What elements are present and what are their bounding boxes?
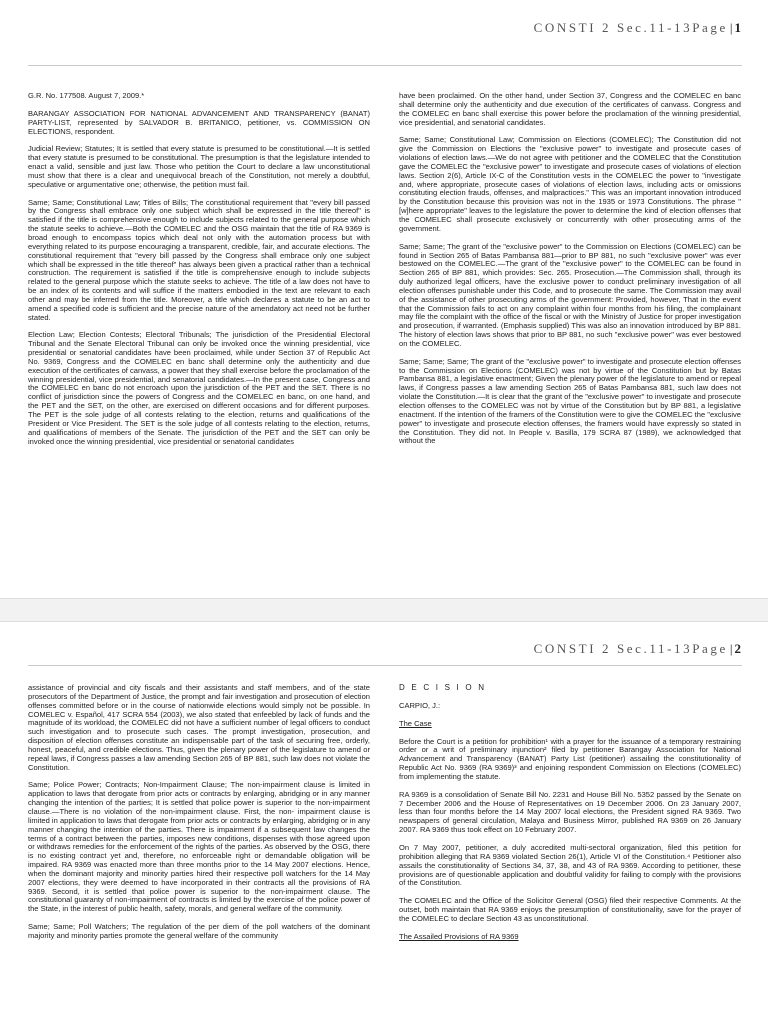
page-gap [0,598,768,622]
decision-heading: D E C I S I O N [399,683,487,692]
header-title: CONSTI 2 Sec.11-13 [533,20,693,35]
header-page-word: Page [692,641,728,656]
left-column [28,684,370,950]
body-paragraph: The COMELEC and the Office of the Solicitor General (OSG) filed their respective Comments. At the outset, both maintain that RA 9369 enjoys the presumption of constitutionality, save for the prayer of the COMELEC to declare Section 43 as unconstitutional. [399,896,741,923]
header-separator: | [729,20,733,35]
body-paragraph: Before the Court is a petition for prohibition¹ with a prayer for the issuance of a temporary restraining order or a writ of preliminary injunction² filed by petitioner Barangay Association for National Advancement and Transparency (BANAT) Party List (petitioner) assailing the constitutionality of Republic Act No. 9369 (RA 9369)³ and enjoining respondent Commission on Elections (COMELEC) from implementing the statute. [399,736,741,781]
header-title: CONSTI 2 Sec.11-13 [533,641,693,656]
page-number: 2 [734,641,742,656]
right-column [399,92,741,455]
syllabus-paragraph: Same; Same; The grant of the "exclusive power" to the Commission on Elections (COMELEC) can be found in Section 265 of Batas Pambansa 881—prior to BP 881, no such "exclusive power" was ever bestowed on the COMELEC.—The grant of the "exclusive power" to the COMELEC can be found in Section 265 of BP 881, which provides: Sec. 265. Prosecution.—The Commission shall, through its duly authorized legal officers, have the exclusive power to conduct preliminary investigation of all election offenses punishable under this Code, and to prosecute the same. The Commission may avail of the assistance of other prosecuting arms of the government: Provided, however, That in the event that the Commission fails to act on any complaint within four months from his filing, the complainant may file the complaint with the office of the fiscal or with the Ministry of Justice for proper investigation and prosecution, if warranted. (Emphasis supplied) This was also an innovation introduced by BP 881. The history of election laws shows that prior to BP 881, no such "exclusive power" was ever bestowed on the COMELEC. [399,241,741,348]
body-paragraph: On 7 May 2007, petitioner, a duly accredited multi-sectoral organization, filed this petition for prohibition alleging that RA 9369 violated Section 26(1), Article VI of the Constitution.⁴ Petitioner also assails the constitutionality of Sections 34, 37, 38, and 43 of RA 9369. According to petitioner, these provisions are of questionable application and doubtful validity for failing to comply with the provisions of the Constitution. [399,842,741,888]
section-heading: The Assailed Provisions of RA 9369 [399,931,519,941]
right-column [399,684,741,951]
header-rule [28,65,742,66]
document-page-2 [0,622,768,1024]
header-page-word: Page [692,20,728,35]
section-heading: The Case [399,718,432,728]
syllabus-paragraph: Same; Same; Poll Watchers; The regulation of the per diem of the poll watchers of the dominant majority and minority parties promote the general welfare of the community [28,922,370,940]
syllabus-paragraph: Same; Same; Constitutional Law; Commission on Elections (COMELEC); The Constitution did not give the Commission on Elections the "exclusive power" to investigate and prosecute cases of violations of election laws.—We do not agree with petitioner and the COMELEC that the Constitution gave the COMELEC the "exclusive power" to investigate and prosecute cases of violations of election laws. Section 2(6), Article IX-C of the Constitution vests in the COMELEC the power to "investigate and, where appropriate, prosecute cases of violations of election laws, including acts or omissions constituting election frauds, offenses, and malpractices." This was an important innovation introduced by the Constitution because this provision was not in the 1935 or 1973 Constitutions. The phrase "[w]here appropriate" leaves to the legislature the power to determine the kind of election offenses that the COMELEC shall prosecute exclusively or concurrently with other prosecuting arms of the government. [399,135,741,233]
page-header [534,641,742,657]
page-number: 1 [734,20,742,35]
left-column [28,92,370,455]
syllabus-paragraph: Same; Police Power; Contracts; Non-Impairment Clause; The non-impairment clause is limited in application to laws that derogate from prior acts or contracts by enlarging, abridging or in any manner changing the intention of the parties; It is settled that police power is superior to the non-impairment clause.—There is no violation of the non-impairment clause. First, the non- impairment clause is limited in application to laws that derogate from prior acts or contracts by enlarging, abridging or in any manner changing the intention of the parties. There is impairment if a subsequent law changes the terms of a contract between the parties, imposes new conditions, dispenses with those agreed upon or withdraws remedies for the enforcement of the rights of the parties. As observed by the OSG, there is no existing contract yet and, therefore, no enforceable right or demandable obligation will be impaired. RA 9369 was enacted more than three months prior to the 14 May 2007 elections. Hence, when the dominant majority and minority parties hired their respective poll watchers for the 14 May 2007 elections, they were deemed to have incorporated in their contracts all the provisions of RA 9369. Second, it is settled that police power is superior to the non-impairment clause. The constitutional guaranty of non-impairment of contracts is limited by the exercise of the police power of the State, in the interest of public health, safety, morals, and general welfare of the community. [28,780,370,914]
ponente: CARPIO, J.: [399,700,441,710]
syllabus-paragraph: Same; Same; Constitutional Law; Titles of Bills; The constitutional requirement that "every bill passed by the Congress shall embrace only one subject which shall be expressed in the title thereof" is satisfied if the title is comprehensive enough to include subjects related to the general purpose which the statute seeks to achieve.—Both the COMELEC and the OSG maintain that the title of RA 9369 is broad enough to encompass topics which deal not only with the automation process but with everything related to its purpose encouraging a transparent, credible, fair, and accurate elections. The constitutional requirement that "every bill passed by the Congress shall embrace only one subject which shall be expressed in the title thereof" has always been given a practical rather than a technical construction. The requirement is satisfied if the title is comprehensive enough to include subjects related to the general purpose which the statute seeks to achieve. The title of a law does not have to be an index of its contents and will suffice if the matters embodied in the text are relevant to each other and may be inferred from the title. Moreover, a title which declares a statute to be an act to amend a specified code is sufficient and the precise nature of the amendatory act need not be further stated. [28,197,370,322]
syllabus-paragraph: have been proclaimed. On the other hand, under Section 37, Congress and the COMELEC en banc shall determine only the authenticity and due execution of the certificates of canvass. Congress and the COMELEC en banc shall exercise this power before the proclamation of the winning presidential, vice presidential, and senatorial candidates. [399,91,741,127]
header-separator: | [729,641,733,656]
body-paragraph: RA 9369 is a consolidation of Senate Bill No. 2231 and House Bill No. 5352 passed by the Senate on 7 December 2006 and the House of Representatives on 19 December 2006. On 23 January 2007, less than four months before the 14 May 2007 local elections, the President signed RA 9369. Two newspapers of general circulation, Malaya and Business Mirror, published RA 9369 on 26 January 2007. RA 9369 thus took effect on 10 February 2007. [399,789,741,835]
page-header [534,20,742,36]
syllabus-paragraph: assistance of provincial and city fiscals and their assistants and staff members, and of the state prosecutors of the Department of Justice, the prompt and fair investigation and prosecution of election offenses committed before or in the course of nationwide elections would simply not be possible. In COMELEC v. Español, 417 SCRA 554 (2003), we also stated that enfeebled by lack of funds and the magnitude of its workload, the COMELEC did not have a sufficient number of legal officers to conduct such investigation and to prosecute such cases. The prompt investigation, prosecution, and disposition of election offenses constitute an indispensable part of the task of securing free, orderly, honest, peaceful, and credible elections. Thus, given the plenary power of the legislature to amend or repeal laws, if Congress passes a law amending Section 265 of BP 881, such law does not violate the Constitution. [28,683,370,772]
syllabus-paragraph: Judicial Review; Statutes; It is settled that every statute is presumed to be constitutional.—It is settled that every statute is presumed to be constitutional. The presumption is that the legislature intended to enact a valid, sensible and just law. Those who petition the Court to declare a law unconstitutional must show that there is a clear and unequivocal breach of the Constitution, not merely a doubtful, speculative or argumentative one; otherwise, the petition must fail. [28,144,370,189]
header-rule [28,665,742,666]
syllabus-paragraph: Same; Same; Same; The grant of the "exclusive power" to investigate and prosecute election offenses to the Commission on Elections (COMELEC) was not by virtue of the Constitution but by Batas Pambansa 881, a legislative enactment; Given the plenary power of the legislature to amend or repeal laws, if Congress passes a law amending Section 265 of Batas Pambansa 881, such law does not violate the Constitution.—It is clear that the grant of the "exclusive power" to investigate and prosecute election offenses to the COMELEC was not by virtue of the Constitution but by BP 881, a legislative enactment. If the intention of the framers of the Constitution were to give the COMELEC the "exclusive power" to investigate and prosecute election offenses, the framers would have expressly so stated in the Constitution. They did not. In People v. Basilla, 179 SCRA 87 (1989), we acknowledged that without the [399,356,741,446]
case-number: G.R. No. 177508. August 7, 2009.* [28,91,145,100]
syllabus-paragraph: Election Law; Election Contests; Electoral Tribunals; The jurisdiction of the Presidential Electoral Tribunal and the Senate Electoral Tribunal can only be invoked once the winning presidential, vice presidential or senatorial candidates have been proclaimed, while under Section 37 of Republic Act No. 9369, Congress and the COMELEC en banc shall determine only the authenticity and due execution of the certificates of canvass, a power that they shall exercise before the proclamation of the winning presidential, vice presidential, and senatorial candidates.—In the present case, Congress and the COMELEC en banc do not encroach upon the jurisdiction of the PET and the SET. There is no conflict of jurisdiction since the powers of Congress and the COMELEC en banc, on one hand, and the PET and the SET, on the other, are exercised on different occasions and for different purposes. The PET is the sole judge of all contests relating to the election, returns and qualifications of the President or Vice President. The SET is the sole judge of all contests relating to the election, returns, and qualifications of members of the Senate. The jurisdiction of the PET and the SET can only be invoked once the winning presidential, vice presidential or senatorial candidates [28,330,370,446]
case-parties: BARANGAY ASSOCIATION FOR NATIONAL ADVANCEMENT AND TRANSPARENCY (BANAT) PARTY-LIST, represented by SALVADOR B. BRITANICO, petitioner, vs. COMMISSION ON ELECTIONS, respondent. [28,108,370,136]
